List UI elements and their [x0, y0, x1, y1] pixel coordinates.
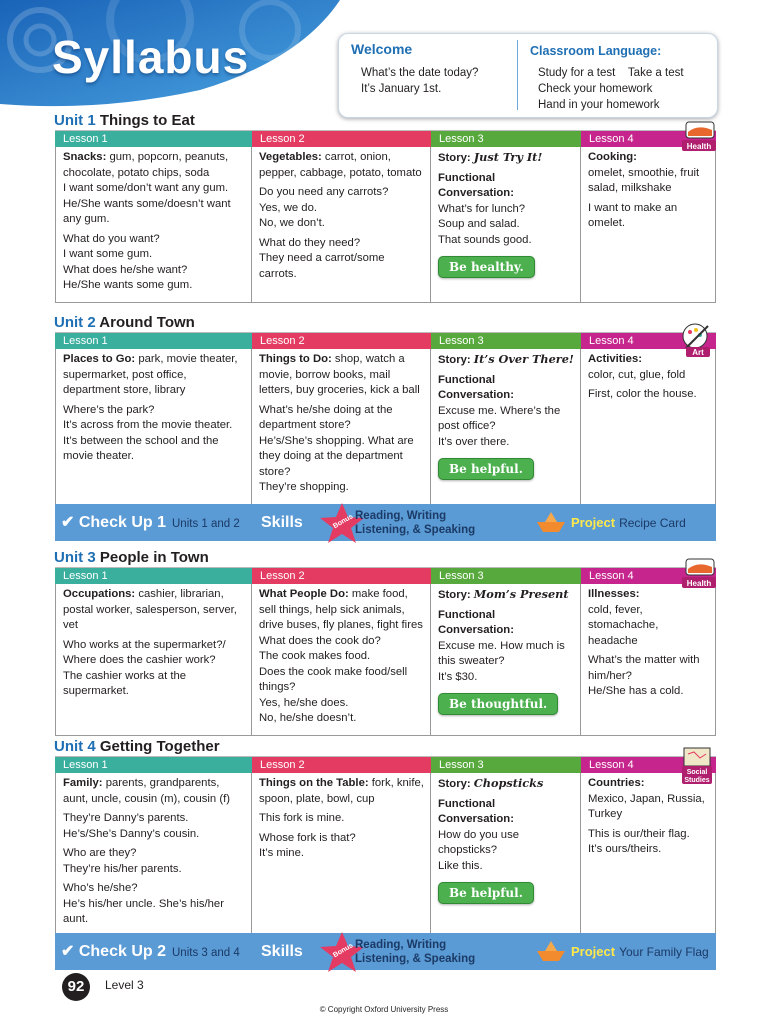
lesson-3-cell	[431, 584, 581, 735]
copyright: © Copyright Oxford University Press	[319, 1005, 449, 1014]
lesson-4-cell	[581, 773, 716, 936]
functional-conversation-label: Functional Conversation:	[438, 608, 514, 636]
lesson-header-row	[55, 333, 716, 349]
checkup-units: Units 3 and 4	[172, 947, 240, 959]
story-title: Story: It’s Over There!	[438, 352, 574, 366]
value-badge: Be healthy.	[438, 256, 535, 278]
lesson-header: Lesson 3	[431, 333, 581, 349]
lesson-header: Lesson 3	[431, 131, 581, 147]
lesson-header-row	[55, 757, 716, 773]
unit-name: Around Town	[99, 314, 195, 331]
unit-table	[55, 567, 716, 736]
svg-text:Bonus: Bonus	[332, 513, 355, 531]
health-icon	[680, 120, 714, 150]
lesson-4-cell	[581, 349, 716, 504]
checkup-units: Units 1 and 2	[172, 518, 240, 530]
welcome-line: It’s January 1st.	[361, 82, 442, 95]
lesson-3-cell	[431, 349, 581, 504]
lesson-text: This fork is mine.	[259, 812, 345, 824]
welcome-line: What’s the date today?	[361, 66, 479, 79]
skills-text: Reading, Writing Listening, & Speaking	[355, 939, 476, 965]
lesson-2-cell	[252, 349, 431, 504]
lesson-text: What’s the matter with him/her? He/She has a cold.	[588, 654, 700, 697]
lesson-body-row	[55, 584, 716, 736]
lesson-2-cell	[252, 773, 431, 936]
lesson-text: Things on the Table: fork, knife, spoon, plate, bowl, cup	[259, 777, 424, 805]
story-title: Story: Mom’s Present	[438, 587, 569, 601]
lesson-text: Countries: Mexico, Japan, Russia, Turkey	[588, 777, 705, 820]
lesson-text: How do you use chopsticks? Like this.	[438, 828, 520, 872]
project-label: Project Your Family Flag	[571, 944, 709, 959]
lesson-text: Who works at the supermarket?/ Where does the cashier work? The cashier works at the supermarket.	[63, 638, 226, 697]
classroom-line: Hand in your homework	[538, 98, 660, 111]
lesson-1-cell	[55, 349, 252, 504]
unit-number: Unit 4	[54, 738, 96, 755]
skills-text: Reading, Writing Listening, & Speaking	[355, 510, 476, 536]
lesson-text: First, color the house.	[588, 388, 697, 400]
paper-boat-icon	[535, 510, 567, 534]
page-title: Syllabus	[52, 31, 250, 83]
level-label: Level 3	[105, 978, 144, 992]
lesson-4-cell	[581, 147, 716, 302]
value-badge: Be helpful.	[438, 458, 534, 480]
value-badge: Be helpful.	[438, 882, 534, 904]
lesson-header: Lesson 4	[581, 131, 716, 147]
story-title: Story: Chopsticks	[438, 776, 544, 790]
svg-text:Bonus: Bonus	[332, 942, 355, 960]
project-label: Project Recipe Card	[571, 515, 686, 530]
lesson-text: What do you want? I want some gum. What does he/she want? He/She wants some gum.	[63, 232, 193, 291]
lesson-1-cell	[55, 147, 252, 302]
health-icon	[680, 557, 714, 587]
lesson-text: They’re Danny’s parents. He’s/She’s Danny’s cousin.	[63, 812, 200, 840]
art-icon	[680, 322, 714, 357]
checkup-bar	[55, 504, 716, 541]
unit-heading	[54, 548, 209, 568]
unit-heading	[54, 111, 195, 131]
svg-text:Health: Health	[686, 579, 712, 588]
checkup-bar	[55, 933, 716, 970]
lesson-header-row	[55, 568, 716, 584]
unit-number: Unit 3	[54, 549, 96, 566]
lesson-body-row	[55, 349, 716, 505]
lesson-text: What’s he/she doing at the department store? He’s/She’s shopping. What are they doing at the department store? They’re shopping.	[259, 403, 414, 493]
lesson-3-cell	[431, 773, 581, 936]
lesson-3-cell	[431, 147, 581, 302]
unit-table	[55, 130, 716, 303]
lesson-text: Whose fork is that? It’s mine.	[259, 831, 356, 859]
unit-number: Unit 2	[54, 314, 96, 331]
lesson-text: What’s for lunch? Soup and salad. That sounds good.	[438, 202, 532, 246]
svg-text:Art: Art	[692, 348, 704, 357]
unit-heading	[54, 313, 195, 333]
lesson-header: Lesson 1	[55, 131, 252, 147]
lesson-text: What People Do: make food, sell things, help sick animals, drive buses, fly planes, fight fires What does the cook do? The cook makes food. Does the cook make food/sell things? Yes, he/she does. No, he/she doesn’t.	[259, 588, 423, 724]
classroom-line: Study for a test Take a test	[538, 66, 684, 79]
lesson-header: Lesson 4	[581, 757, 716, 773]
classroom-language-heading: Classroom Language:	[530, 44, 662, 58]
welcome-heading: Welcome	[351, 41, 413, 57]
lesson-header: Lesson 2	[252, 568, 431, 584]
lesson-text: Things to Do: shop, watch a movie, borrow books, mail letters, buy groceries, kick a ball	[259, 353, 420, 396]
unit-heading	[54, 737, 220, 757]
story-title: Story: Just Try It!	[438, 150, 543, 164]
value-badge: Be thoughtful.	[438, 693, 558, 715]
lesson-1-cell	[55, 584, 252, 735]
classroom-line: Check your homework	[538, 82, 653, 95]
welcome-box	[338, 33, 718, 118]
lesson-text: Places to Go: park, movie theater, supermarket, post office, department store, library	[63, 353, 238, 396]
lesson-header: Lesson 2	[252, 333, 431, 349]
lesson-header: Lesson 3	[431, 757, 581, 773]
lesson-text: Who are they? They’re his/her parents.	[63, 847, 182, 875]
unit-name: Things to Eat	[99, 112, 195, 129]
lesson-text: What do they need? They need a carrot/some carrots.	[259, 236, 385, 280]
svg-text:Social: Social	[686, 769, 708, 776]
unit-table	[55, 332, 716, 505]
unit-name: Getting Together	[99, 738, 220, 755]
paper-boat-icon	[535, 939, 567, 963]
checkup-label: ✔ Check Up 1 Units 1 and 2	[61, 514, 240, 531]
lesson-header: Lesson 4	[581, 333, 716, 349]
lesson-text: Family: parents, grandparents, aunt, uncle, cousin (m), cousin (f)	[63, 777, 231, 805]
lesson-header: Lesson 3	[431, 568, 581, 584]
lesson-text: Where’s the park? It’s across from the movie theater. It’s between the school and the movie theater.	[63, 403, 233, 462]
unit-name: People in Town	[99, 549, 209, 566]
lesson-text: This is our/their flag. It’s ours/theirs.	[588, 827, 690, 855]
lesson-header: Lesson 4	[581, 568, 716, 584]
lesson-text: Excuse me. How much is this sweater? It’s $30.	[438, 639, 565, 683]
svg-text:Health: Health	[686, 142, 712, 151]
lesson-text: I want to make an omelet.	[588, 201, 678, 229]
unit-number: Unit 1	[54, 112, 96, 129]
lesson-text: Who’s he/she? He’s his/her uncle. She’s his/her aunt.	[63, 882, 224, 925]
svg-text:Studies: Studies	[684, 777, 710, 784]
lesson-text: Occupations: cashier, librarian, postal worker, salesperson, server, vet	[63, 588, 237, 631]
lesson-header: Lesson 1	[55, 568, 252, 584]
unit-table	[55, 756, 716, 937]
project-text: Recipe Card	[619, 516, 686, 530]
lesson-text: Excuse me. Where’s the post office? It’s over there.	[438, 404, 561, 448]
lesson-2-cell	[252, 584, 431, 735]
project-text: Your Family Flag	[619, 945, 709, 959]
lesson-header-row	[55, 131, 716, 147]
lesson-4-cell	[581, 584, 716, 735]
skills-label: Skills	[261, 943, 303, 960]
lesson-text: Vegetables: carrot, onion, pepper, cabbage, potato, tomato	[259, 151, 422, 179]
lesson-header: Lesson 2	[252, 757, 431, 773]
lesson-body-row	[55, 773, 716, 937]
functional-conversation-label: Functional Conversation:	[438, 797, 514, 825]
lesson-header: Lesson 1	[55, 757, 252, 773]
lesson-text: Snacks: gum, popcorn, peanuts, chocolate, potato chips, soda I want some/don’t want any gum. He/She wants some/doesn’t want any gum.	[63, 151, 231, 225]
checkup-label: ✔ Check Up 2 Units 3 and 4	[61, 943, 240, 960]
lesson-1-cell	[55, 773, 252, 936]
page-number: 92	[62, 973, 90, 1001]
lesson-body-row	[55, 147, 716, 303]
lesson-text: Cooking: omelet, smoothie, fruit salad, milkshake	[588, 151, 700, 194]
lesson-header: Lesson 2	[252, 131, 431, 147]
social-studies-icon	[680, 746, 714, 784]
functional-conversation-label: Functional Conversation:	[438, 171, 514, 199]
lesson-text: Do you need any carrots? Yes, we do. No, we don’t.	[259, 186, 389, 229]
skills-label: Skills	[261, 514, 303, 531]
lesson-2-cell	[252, 147, 431, 302]
functional-conversation-label: Functional Conversation:	[438, 373, 514, 401]
lesson-header: Lesson 1	[55, 333, 252, 349]
lesson-text: Activities: color, cut, glue, fold	[588, 353, 686, 381]
lesson-text: Illnesses: cold, fever, stomachache, headache	[588, 588, 659, 647]
